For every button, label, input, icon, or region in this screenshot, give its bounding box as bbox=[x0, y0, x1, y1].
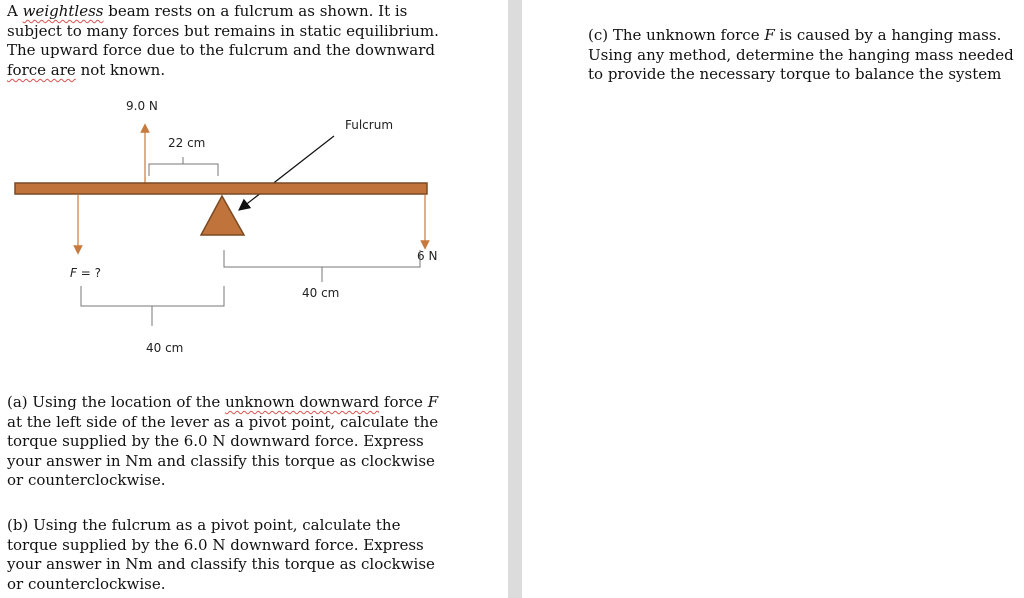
qc-text-F: F bbox=[764, 26, 775, 44]
qa-text-3: force bbox=[379, 393, 428, 411]
bracket-40cm-left bbox=[81, 286, 224, 326]
bracket-22cm bbox=[149, 157, 218, 176]
intro-paragraph bbox=[7, 2, 447, 80]
qa-text-unknown-downward: unknown downward bbox=[225, 393, 380, 411]
label-6n: 6 N bbox=[417, 249, 438, 263]
intro-text-weightless: weightless bbox=[22, 2, 104, 20]
label-F: F = ? bbox=[70, 266, 101, 280]
qa-text-5: at the left side of the lever as a pivot point, calculate the torque supplied by the 6.0 N downward force. Express your answer in Nm and classify this torque as clockwise or counterclockwise. bbox=[7, 412, 439, 490]
intro-text-3: beam rests on a fulcrum as shown. It is subject to many forces but remains in static equilibrium. The upward force due to the fulcrum and the downward bbox=[7, 2, 439, 60]
page-gutter bbox=[508, 0, 522, 598]
beam bbox=[15, 183, 427, 194]
question-c bbox=[588, 26, 1018, 85]
fulcrum-label: Fulcrum bbox=[345, 118, 394, 132]
fulcrum-pointer bbox=[239, 136, 334, 210]
label-22cm: 22 cm bbox=[168, 136, 206, 150]
intro-text-5: not known. bbox=[75, 60, 166, 79]
intro-text-1: A bbox=[7, 2, 23, 20]
qc-text-1: (c) The unknown force bbox=[588, 26, 765, 44]
lever-diagram bbox=[0, 90, 508, 380]
question-a bbox=[7, 393, 447, 491]
fulcrum-triangle bbox=[201, 196, 244, 235]
up-force-label: 9.0 N bbox=[126, 99, 158, 113]
question-b: (b) Using the fulcrum as a pivot point, calculate the torque supplied by the 6.0 N downward force. Express your answer in Nm and classify this torque as clockwise or counterclockwise. bbox=[7, 516, 435, 593]
qa-text-F: F bbox=[427, 393, 439, 411]
label-40cm-right: 40 cm bbox=[302, 286, 340, 300]
intro-text-force-are: force are bbox=[7, 60, 76, 79]
bracket-40cm-right bbox=[224, 250, 420, 282]
left-page bbox=[0, 0, 508, 598]
qc-text-3: is caused by a hanging mass. Using any method, determine the hanging mass needed to provide the necessary torque to balance the system bbox=[588, 26, 1014, 84]
right-page bbox=[522, 0, 1024, 598]
label-40cm-left: 40 cm bbox=[146, 341, 184, 355]
qa-text-1: (a) Using the location of the bbox=[7, 393, 226, 411]
